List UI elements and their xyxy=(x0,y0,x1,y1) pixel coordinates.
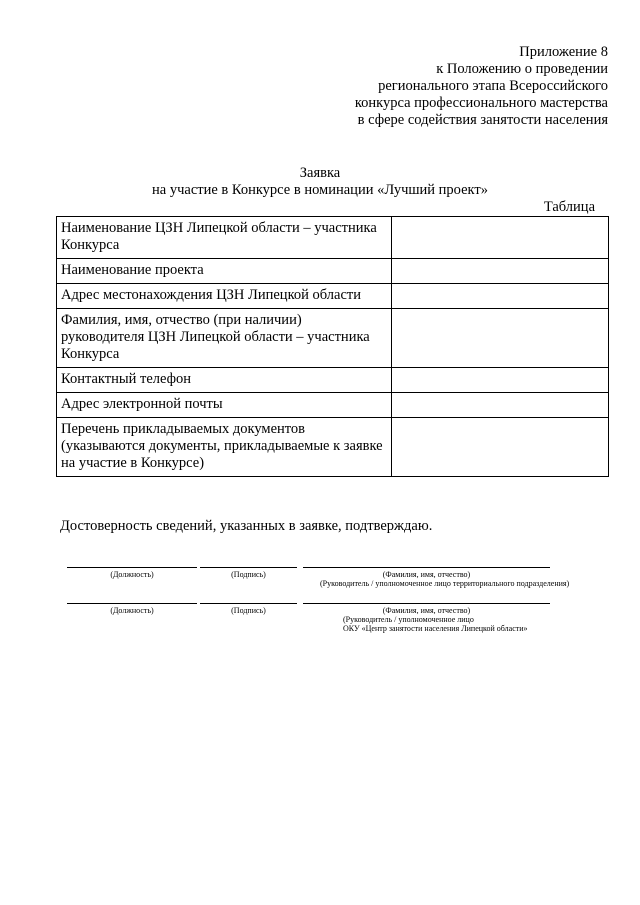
signature-caption: (Подпись) xyxy=(231,570,266,579)
row-label: Адрес местонахождения ЦЗН Липецкой области xyxy=(57,284,392,309)
position-line xyxy=(67,603,197,604)
row-value-field[interactable] xyxy=(392,418,609,477)
appendix-header xyxy=(355,44,608,129)
name-line xyxy=(303,567,550,568)
application-table xyxy=(56,216,609,477)
signature-line xyxy=(200,603,297,604)
title-line-2: на участие в Конкурсе в номинации «Лучший проект» xyxy=(152,182,488,198)
table-row xyxy=(57,309,609,368)
row-label: Адрес электронной почты xyxy=(57,393,392,418)
appendix-line: регионального этапа Всероссийского xyxy=(378,78,608,94)
confirmation-text: Достоверность сведений, указанных в заявке, подтверждаю. xyxy=(60,518,433,534)
table-row xyxy=(57,418,609,477)
table-row xyxy=(57,217,609,259)
name-line xyxy=(303,603,550,604)
row-label: Контактный телефон xyxy=(57,368,392,393)
row-value-field[interactable] xyxy=(392,393,609,418)
table-row xyxy=(57,259,609,284)
row-value-field[interactable] xyxy=(392,309,609,368)
position-caption: (Должность) xyxy=(110,606,154,615)
signer-role-caption: (Руководитель / уполномоченное лицо xyxy=(343,615,474,624)
signature-caption: (Подпись) xyxy=(231,606,266,615)
appendix-line: конкурса профессионального мастерства xyxy=(354,95,608,111)
table-caption: Таблица xyxy=(543,199,595,215)
row-label: Фамилия, имя, отчество (при наличии) руководителя ЦЗН Липецкой области – участника Конкурса xyxy=(57,309,392,368)
row-value-field[interactable] xyxy=(392,284,609,309)
row-label: Наименование ЦЗН Липецкой области – участника Конкурса xyxy=(57,217,392,259)
table-row xyxy=(57,368,609,393)
name-caption: (Фамилия, имя, отчество) xyxy=(382,570,471,579)
row-value-field[interactable] xyxy=(392,259,609,284)
row-value-field[interactable] xyxy=(392,368,609,393)
document-title xyxy=(0,165,640,199)
appendix-line: в сфере содействия занятости населения xyxy=(357,112,608,128)
signer-role-caption: (Руководитель / уполномоченное лицо территориального подразделения) xyxy=(320,579,570,588)
position-line xyxy=(67,567,197,568)
appendix-line: Приложение 8 xyxy=(519,44,608,60)
position-caption: (Должность) xyxy=(110,570,154,579)
row-label: Перечень прикладываемых документов (указываются документы, прикладываемые к заявке на участие в Конкурсе) xyxy=(57,418,392,477)
row-label: Наименование проекта xyxy=(57,259,392,284)
table-row xyxy=(57,284,609,309)
signature-line xyxy=(200,567,297,568)
appendix-line: к Положению о проведении xyxy=(436,61,608,77)
title-line-1: Заявка xyxy=(299,165,341,181)
row-value-field[interactable] xyxy=(392,217,609,259)
signer-org-caption: ОКУ «Центр занятости населения Липецкой области» xyxy=(343,624,528,633)
table-row xyxy=(57,393,609,418)
name-caption: (Фамилия, имя, отчество) xyxy=(382,606,471,615)
